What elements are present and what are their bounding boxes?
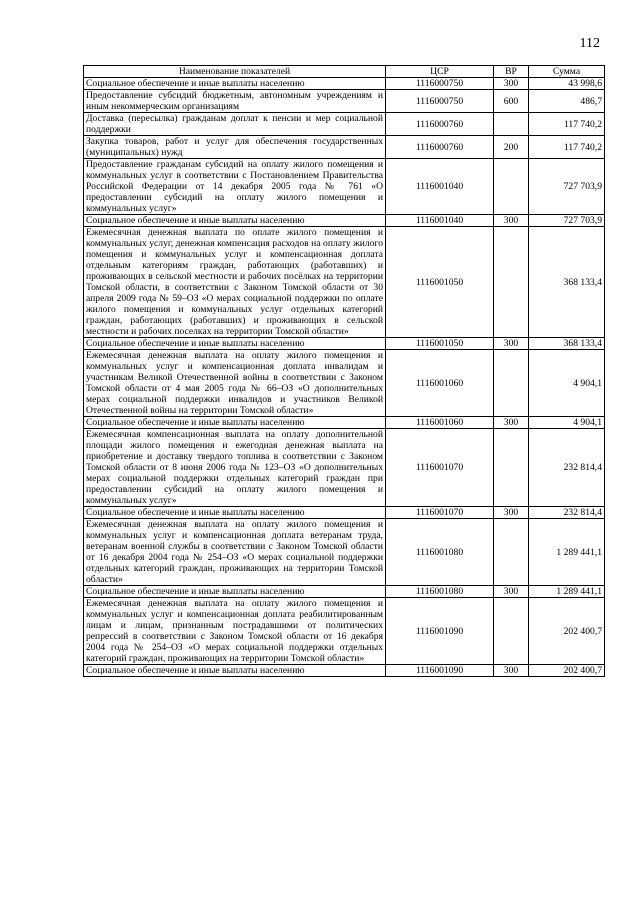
cell-vr — [494, 113, 529, 136]
cell-csr: 1116001070 — [386, 507, 494, 519]
table-row — [84, 159, 605, 215]
cell-vr: 300 — [494, 78, 529, 90]
page-number: 112 — [579, 36, 600, 51]
cell-name: Социальное обеспечение и иные выплаты населению — [84, 507, 386, 519]
table-row — [84, 113, 605, 136]
cell-sum: 232 814,4 — [529, 429, 605, 507]
cell-sum: 486,7 — [529, 90, 605, 113]
table-row — [84, 338, 605, 350]
cell-name: Ежемесячная денежная выплата на оплату жилого помещения и коммунальных услуг и компенсационная доплата реабилитированным лицам и лицам, признанным пострадавшими от политических репрессий в соответствии с Законом Томской области от 16 декабря 2004 года № 254–ОЗ «О мерах социальной поддержки отдельных категорий граждан, проживающих на территории Томской области» — [84, 598, 386, 665]
cell-csr: 1116001040 — [386, 215, 494, 227]
cell-sum: 202 400,7 — [529, 598, 605, 665]
table-row — [84, 429, 605, 507]
cell-csr: 1116001060 — [386, 417, 494, 429]
table-row — [84, 598, 605, 665]
cell-sum: 368 133,4 — [529, 227, 605, 338]
table-row — [84, 417, 605, 429]
cell-sum: 4 904,1 — [529, 417, 605, 429]
cell-name: Ежемесячная денежная выплата на оплату жилого помещения и коммунальных услуг и компенсационная доплата инвалидам и участникам Великой Отечественной войны в соответствии с Законом Томской области от 4 мая 2005 года № 66–ОЗ «О дополнительных мерах социальной поддержки инвалидов и участников Великой Отечественной войны на территории Томской области» — [84, 350, 386, 417]
cell-vr: 300 — [494, 665, 529, 677]
table-row — [84, 78, 605, 90]
cell-sum: 232 814,4 — [529, 507, 605, 519]
table-row — [84, 90, 605, 113]
cell-csr: 1116001070 — [386, 429, 494, 507]
cell-name: Социальное обеспечение и иные выплаты населению — [84, 78, 386, 90]
cell-vr — [494, 519, 529, 586]
cell-name: Социальное обеспечение и иные выплаты населению — [84, 215, 386, 227]
cell-vr — [494, 598, 529, 665]
cell-csr: 1116001090 — [386, 665, 494, 677]
cell-sum: 727 703,9 — [529, 215, 605, 227]
header-sum: Сумма — [529, 66, 605, 78]
cell-sum: 1 289 441,1 — [529, 586, 605, 598]
table-row — [84, 507, 605, 519]
cell-name: Ежемесячная денежная выплата на оплату жилого помещения и коммунальных услуг и компенсационная доплата ветеранам труда, ветеранам военной службы в соответствии с Законом Томской области от 16 декабря 2004 года № 254–ОЗ «О мерах социальной поддержки отдельных категорий граждан, проживающих на территории Томской области» — [84, 519, 386, 586]
cell-vr — [494, 350, 529, 417]
cell-csr: 1116000760 — [386, 136, 494, 159]
cell-csr: 1116001050 — [386, 338, 494, 350]
cell-sum: 117 740,2 — [529, 113, 605, 136]
cell-name: Предоставление субсидий бюджетным, автономным учреждениям и иным некоммерческим организациям — [84, 90, 386, 113]
table-header-row — [84, 66, 605, 78]
cell-vr — [494, 429, 529, 507]
table-row — [84, 586, 605, 598]
cell-sum: 4 904,1 — [529, 350, 605, 417]
cell-csr: 1116001080 — [386, 586, 494, 598]
header-name: Наименование показателей — [84, 66, 386, 78]
cell-name: Социальное обеспечение и иные выплаты населению — [84, 665, 386, 677]
header-vr: ВР — [494, 66, 529, 78]
cell-vr: 200 — [494, 136, 529, 159]
cell-sum: 368 133,4 — [529, 338, 605, 350]
cell-sum: 43 998,6 — [529, 78, 605, 90]
cell-sum: 202 400,7 — [529, 665, 605, 677]
cell-vr: 300 — [494, 507, 529, 519]
cell-name: Ежемесячная денежная выплата по оплате жилого помещения и коммунальных услуг, денежная компенсация расходов на оплату жилого помещения и коммунальных услуг и компенсационная доплата отдельным категориям граждан, работающих (работавших) и проживающих в сельской местности и рабочих посёлках на территории Томской области, в соответствии с Законом Томской области от 30 апреля 2009 года № 59–ОЗ «О мерах социальной поддержки по оплате жилого помещения и коммунальных услуг отдельных категорий граждан, работающих (работавших) и проживающих в сельской местности и рабочих поселках на территории Томской области» — [84, 227, 386, 338]
cell-sum: 1 289 441,1 — [529, 519, 605, 586]
table-row — [84, 136, 605, 159]
cell-name: Доставка (пересылка) гражданам доплат к пенсии и мер социальной поддержки — [84, 113, 386, 136]
cell-csr: 1116001040 — [386, 159, 494, 215]
cell-vr: 600 — [494, 90, 529, 113]
header-csr: ЦСР — [386, 66, 494, 78]
cell-vr: 300 — [494, 215, 529, 227]
table-body — [84, 78, 605, 677]
cell-name: Предоставление гражданам субсидий на оплату жилого помещения и коммунальных услуг в соответствии с Постановлением Правительства Российской Федерации от 14 декабря 2005 года № 761 «О предоставлении субсидий на оплату жилого помещения и коммунальных услуг» — [84, 159, 386, 215]
cell-csr: 1116000750 — [386, 90, 494, 113]
cell-vr: 300 — [494, 586, 529, 598]
cell-csr: 1116000760 — [386, 113, 494, 136]
budget-table — [83, 65, 605, 677]
cell-name: Социальное обеспечение и иные выплаты населению — [84, 417, 386, 429]
cell-vr — [494, 227, 529, 338]
cell-csr: 1116001050 — [386, 227, 494, 338]
cell-vr — [494, 159, 529, 215]
table-row — [84, 350, 605, 417]
cell-csr: 1116001060 — [386, 350, 494, 417]
cell-csr: 1116000750 — [386, 78, 494, 90]
cell-vr: 300 — [494, 417, 529, 429]
table-row — [84, 227, 605, 338]
cell-sum: 117 740,2 — [529, 136, 605, 159]
cell-name: Социальное обеспечение и иные выплаты населению — [84, 586, 386, 598]
table-row — [84, 665, 605, 677]
cell-name: Закупка товаров, работ и услуг для обеспечения государственных (муниципальных) нужд — [84, 136, 386, 159]
cell-csr: 1116001080 — [386, 519, 494, 586]
cell-name: Ежемесячная компенсационная выплата на оплату дополнительной площади жилого помещения и ежегодная денежная выплата на приобретение и доставку твердого топлива в соответствии с Законом Томской области от 8 июня 2006 года № 123–ОЗ «О дополнительных мерах социальной поддержки отдельных категорий граждан при предоставлении субсидий на оплату жилого помещения и коммунальных услуг» — [84, 429, 386, 507]
table-row — [84, 519, 605, 586]
table-row — [84, 215, 605, 227]
cell-name: Социальное обеспечение и иные выплаты населению — [84, 338, 386, 350]
cell-vr: 300 — [494, 338, 529, 350]
cell-sum: 727 703,9 — [529, 159, 605, 215]
cell-csr: 1116001090 — [386, 598, 494, 665]
